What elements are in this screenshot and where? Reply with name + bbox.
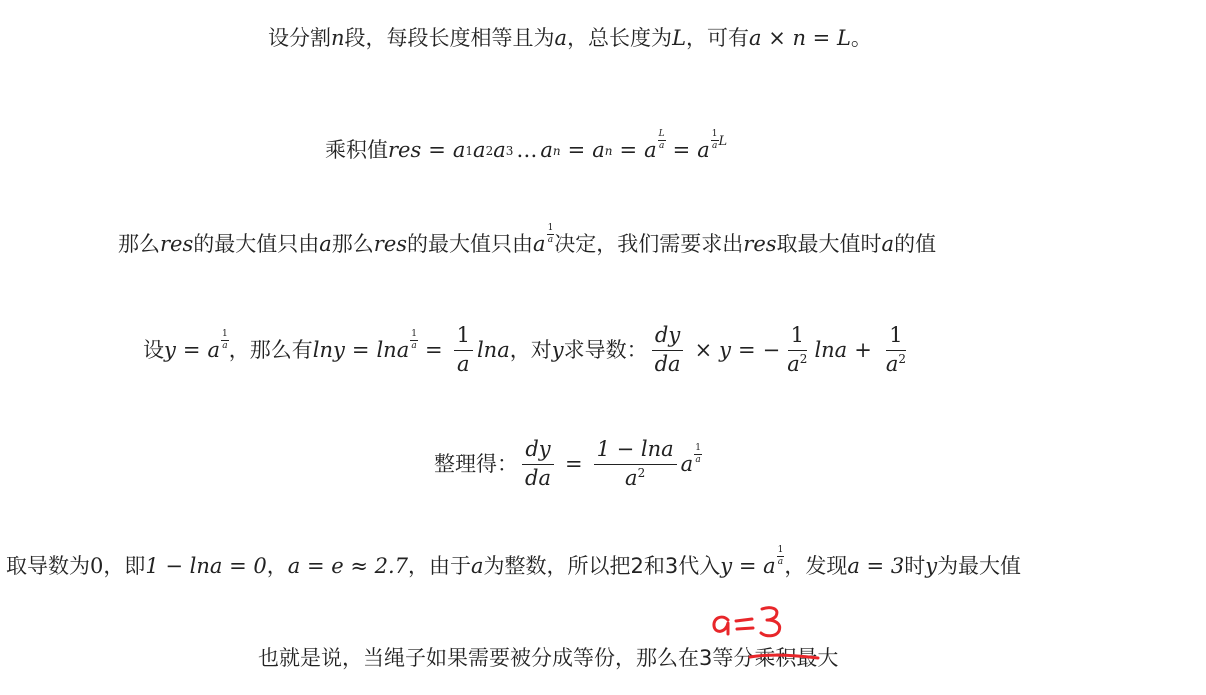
text: 取导数为 (6, 554, 90, 578)
exponent-tail: L (718, 134, 728, 149)
times-sign: × (694, 337, 713, 362)
exponent-den: a (777, 557, 784, 567)
exponent-fraction (410, 330, 418, 351)
math-var: a (881, 232, 895, 256)
superscript: 2 (898, 351, 906, 366)
exponent-fraction (658, 130, 666, 151)
equals-sign: = (182, 337, 201, 362)
fraction (784, 324, 810, 375)
equals-sign: = (567, 138, 586, 162)
den-var: a (787, 351, 800, 376)
text: 为整数，所以把2和3代入 (483, 554, 721, 578)
text: 设 (143, 337, 164, 362)
math-var: res (388, 138, 422, 162)
text: ，可有 (686, 26, 750, 50)
handwritten-equals (736, 619, 753, 629)
math-var: a (493, 138, 506, 162)
math-var: y (925, 554, 938, 578)
exponent-fraction (711, 130, 719, 151)
math-equation: y = a (720, 554, 776, 578)
math-equation: a = e ≈ 2.7 (287, 554, 409, 578)
exponent-num: 1 (547, 223, 554, 233)
exponent-num: 1 (711, 129, 718, 139)
math-var: a (592, 138, 605, 162)
text-line-1 (268, 28, 872, 49)
exponent-num: 1 (411, 328, 417, 339)
superscript: 2 (637, 465, 646, 480)
equals-sign: = (564, 451, 583, 476)
exponent-fraction (221, 330, 229, 351)
math-var: res (160, 232, 194, 256)
text: ，由于 (408, 554, 472, 578)
math-equation: a × n = L (749, 26, 851, 50)
math-var: a (207, 337, 221, 362)
text: 的最大值只由 (407, 232, 534, 256)
superscript: 2 (799, 351, 808, 366)
math-var: a (644, 138, 657, 162)
fraction-num: dy (652, 324, 683, 350)
fraction-num: dy (522, 438, 553, 464)
fraction (522, 438, 554, 489)
text: 设分割 (268, 26, 331, 50)
fraction (454, 324, 473, 375)
text: 那么 (331, 232, 374, 256)
fraction (883, 324, 909, 375)
text: 的最大值只由 (193, 232, 320, 256)
exponent-den: a (222, 340, 228, 351)
math-equation: a = 3 (847, 554, 905, 578)
math-var: lny (312, 337, 345, 362)
exponent-num: 1 (777, 545, 784, 555)
math-var: a (471, 554, 484, 578)
text: ，那么有 (228, 337, 313, 362)
exponent-den: a (411, 340, 417, 351)
den-var: a (625, 465, 638, 490)
math-var: a (452, 138, 466, 162)
text-line-3 (118, 223, 937, 256)
equals-sign: = (428, 138, 446, 162)
text: ，对 (509, 337, 552, 362)
exponent-num: 1 (695, 442, 701, 453)
math-var: res (373, 232, 408, 256)
math-var: lna (376, 337, 410, 362)
text: ，发现 (784, 554, 848, 578)
equals-sign: = (424, 337, 443, 362)
text: 为最大值 (937, 554, 1022, 578)
math-var: lna (476, 337, 510, 362)
exponent-num: L (658, 129, 665, 139)
text: ， (266, 554, 288, 578)
math-var: a (319, 232, 332, 256)
strikethrough-mark (748, 651, 820, 661)
text: 整理得： (434, 451, 518, 476)
text-line-6 (6, 545, 1022, 578)
text: 时 (904, 554, 926, 578)
math-var: a (533, 232, 546, 256)
text: 决定，我们需要求出 (554, 232, 744, 256)
math-var: a (473, 138, 486, 162)
fraction-num: 1 (886, 324, 905, 350)
text: 乘积值 (325, 138, 388, 162)
fraction (652, 324, 684, 375)
text: 乘积最大 (754, 646, 839, 670)
equals-sign: = (351, 337, 370, 362)
text: 求导数： (563, 337, 648, 362)
handwritten-3 (761, 608, 780, 636)
math-var: n (331, 26, 345, 50)
fraction-den: da (525, 465, 551, 490)
math-var: lna (814, 337, 848, 362)
text: 也就是说，当绳子如果需要被分成等份，那么在 (258, 646, 699, 670)
math-var: res (743, 232, 777, 256)
fraction-den (622, 465, 648, 490)
struck-text: 3等分 (699, 646, 755, 670)
exponent-fraction (547, 224, 555, 245)
math-equation: 1 − lna = 0 (145, 554, 267, 578)
math-var: a (554, 26, 568, 50)
handwritten-a (714, 617, 728, 634)
math-var: a (540, 138, 553, 162)
text: 那么 (118, 232, 160, 256)
math-var: y (719, 337, 732, 362)
text: ，即 (103, 554, 146, 578)
text-line-2: 乘积值 res = a 1 a 2 a 3 … a n = a n = a $\frac{L}{a}$ = a $\frac{1}{a}$ L (325, 129, 728, 162)
exponent-den: a (695, 454, 701, 465)
math-var: L (672, 26, 687, 50)
fraction-num: 1 − lna (594, 438, 677, 464)
fraction-num: 1 (454, 324, 473, 350)
den-var: a (885, 351, 899, 376)
math-var: y (164, 337, 176, 362)
equals-sign: = (672, 138, 691, 162)
fraction-num: 1 (788, 324, 807, 350)
text: ，总长度为 (567, 26, 673, 50)
text-line-5 (434, 432, 702, 496)
ellipsis: … (516, 138, 538, 162)
text: 的值 (894, 232, 937, 256)
equals-sign: = (738, 337, 756, 362)
math-var: a (697, 138, 710, 162)
fraction-den (784, 351, 810, 376)
text: 取最大值时 (776, 232, 882, 256)
fraction-den (883, 351, 909, 376)
math-number: 0 (90, 554, 104, 578)
fraction-den: a (457, 351, 470, 376)
math-var: a (680, 451, 694, 476)
text: 。 (850, 26, 872, 50)
minus-sign: − (762, 337, 781, 362)
text: 段，每段长度相等且为 (344, 26, 555, 50)
handwritten-annotation (708, 604, 788, 640)
plus-sign: + (854, 337, 872, 362)
exponent-fraction (777, 546, 785, 567)
exponent-den: a (547, 235, 554, 245)
equals-sign: = (619, 138, 638, 162)
fraction-den: da (654, 351, 681, 376)
exponent-den: a (658, 141, 665, 151)
math-var: y (551, 337, 564, 362)
fraction (594, 438, 677, 489)
exponent-den: a (711, 141, 718, 151)
text-line-4 (143, 318, 913, 382)
exponent-num: 1 (222, 328, 228, 339)
exponent-fraction (694, 444, 702, 465)
